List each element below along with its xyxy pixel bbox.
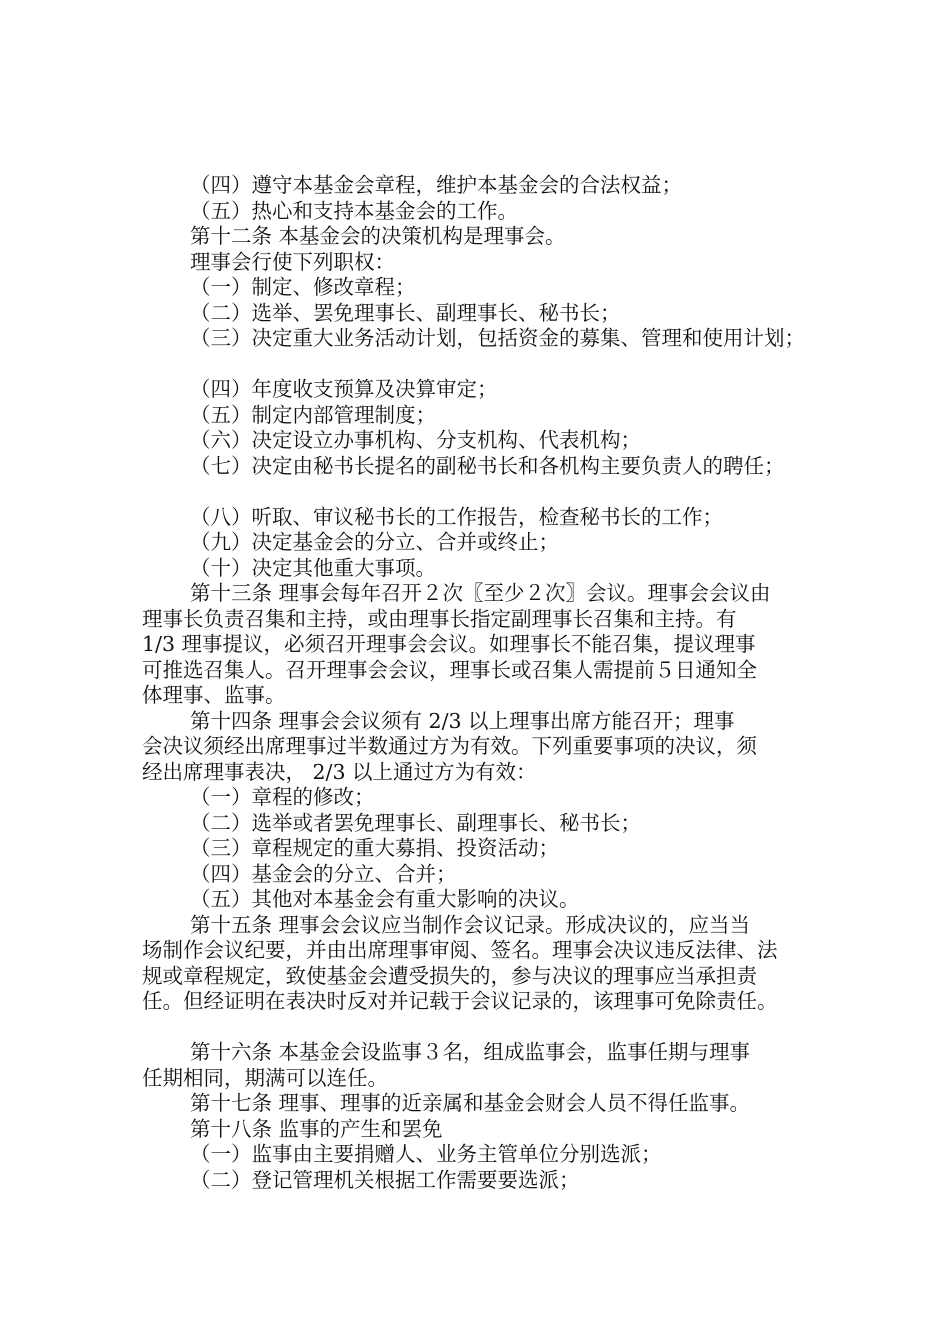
list-item: （五）制定内部管理制度；	[190, 402, 436, 427]
list-item: （六）决定设立办事机构、分支机构、代表机构；	[190, 428, 641, 452]
list-item: （四）年度收支预算及决算审定；	[190, 377, 498, 401]
list-item: （七）决定由秘书长提名的副秘书长和各机构主要负责人的聘任；	[190, 453, 785, 478]
list-item: （三）章程规定的重大募捐、投资活动；	[190, 836, 559, 860]
blank-line	[142, 352, 822, 378]
text-line: 场制作会议纪要，并由出席理事审阅、签名。理事会决议违反法律、法	[142, 938, 778, 962]
text-line: （五）热心和支持本基金会的工作。	[190, 198, 518, 223]
text-line: 理事长负责召集和主持，或由理事长指定副理事长召集和主持。有	[142, 606, 737, 631]
text-line: 经出席理事表决， 2/3 以上通过方为有效：	[142, 759, 537, 784]
article-18-line: 第十八条 监事的产生和罢免	[190, 1116, 443, 1141]
text-line: （四）遵守本基金会章程，维护本基金会的合法权益；	[190, 173, 682, 197]
article-13-line: 第十三条 理事会每年召开２次〖至少２次〗会议。理事会会议由	[190, 581, 771, 605]
article-17-line: 第十七条 理事、理事的近亲属和基金会财会人员不得任监事。	[190, 1091, 751, 1115]
list-item: （十）决定其他重大事项。	[190, 555, 436, 580]
blank-line	[142, 479, 822, 505]
list-item: （八）听取、审议秘书长的工作报告，检查秘书长的工作；	[190, 504, 723, 529]
document-body	[142, 173, 822, 1193]
list-item: （五）其他对本基金会有重大影响的决议。	[190, 887, 580, 911]
text-line: 任期相同，期满可以连任。	[142, 1065, 388, 1090]
list-item: （一）章程的修改；	[190, 785, 375, 809]
article-12-line: 第十二条 本基金会的决策机构是理事会。	[190, 224, 566, 248]
list-item: （二）选举、罢免理事长、副理事长、秘书长；	[190, 300, 621, 325]
list-item: （一）监事由主要捐赠人、业务主管单位分别选派；	[190, 1142, 662, 1166]
text-line: 规或章程规定，致使基金会遭受损失的，参与决议的理事应当承担责	[142, 963, 757, 988]
text-line: 可推选召集人。召开理事会会议，理事长或召集人需提前５日通知全	[142, 657, 757, 682]
list-item: （九）决定基金会的分立、合并或终止；	[190, 530, 559, 554]
list-item: （三）决定重大业务活动计划，包括资金的募集、管理和使用计划；	[190, 326, 805, 350]
list-item: （二）登记管理机关根据工作需要要选派；	[190, 1167, 580, 1192]
article-14-line: 第十四条 理事会会议须有 2/3 以上理事出席方能召开；理事	[190, 708, 735, 733]
text-line: 理事会行使下列职权：	[190, 249, 395, 274]
text-line: 体理事、监事。	[142, 683, 286, 707]
list-item: （四）基金会的分立、合并；	[190, 861, 457, 886]
text-line: 任。但经证明在表决时反对并记载于会议记录的，该理事可免除责任。	[142, 989, 778, 1013]
text-line: 会决议须经出席理事过半数通过方为有效。下列重要事项的决议，须	[142, 734, 757, 758]
blank-line	[142, 1015, 822, 1041]
list-item: （二）选举或者罢免理事长、副理事长、秘书长；	[190, 810, 641, 835]
article-15-line: 第十五条 理事会会议应当制作会议记录。形成决议的，应当当	[190, 912, 751, 937]
article-16-line: 第十六条 本基金会设监事３名，组成监事会，监事任期与理事	[190, 1040, 751, 1064]
text-line: 1/3 理事提议，必须召开理事会会议。如理事长不能召集，提议理事	[142, 632, 756, 656]
list-item: （一）制定、修改章程；	[190, 275, 416, 299]
